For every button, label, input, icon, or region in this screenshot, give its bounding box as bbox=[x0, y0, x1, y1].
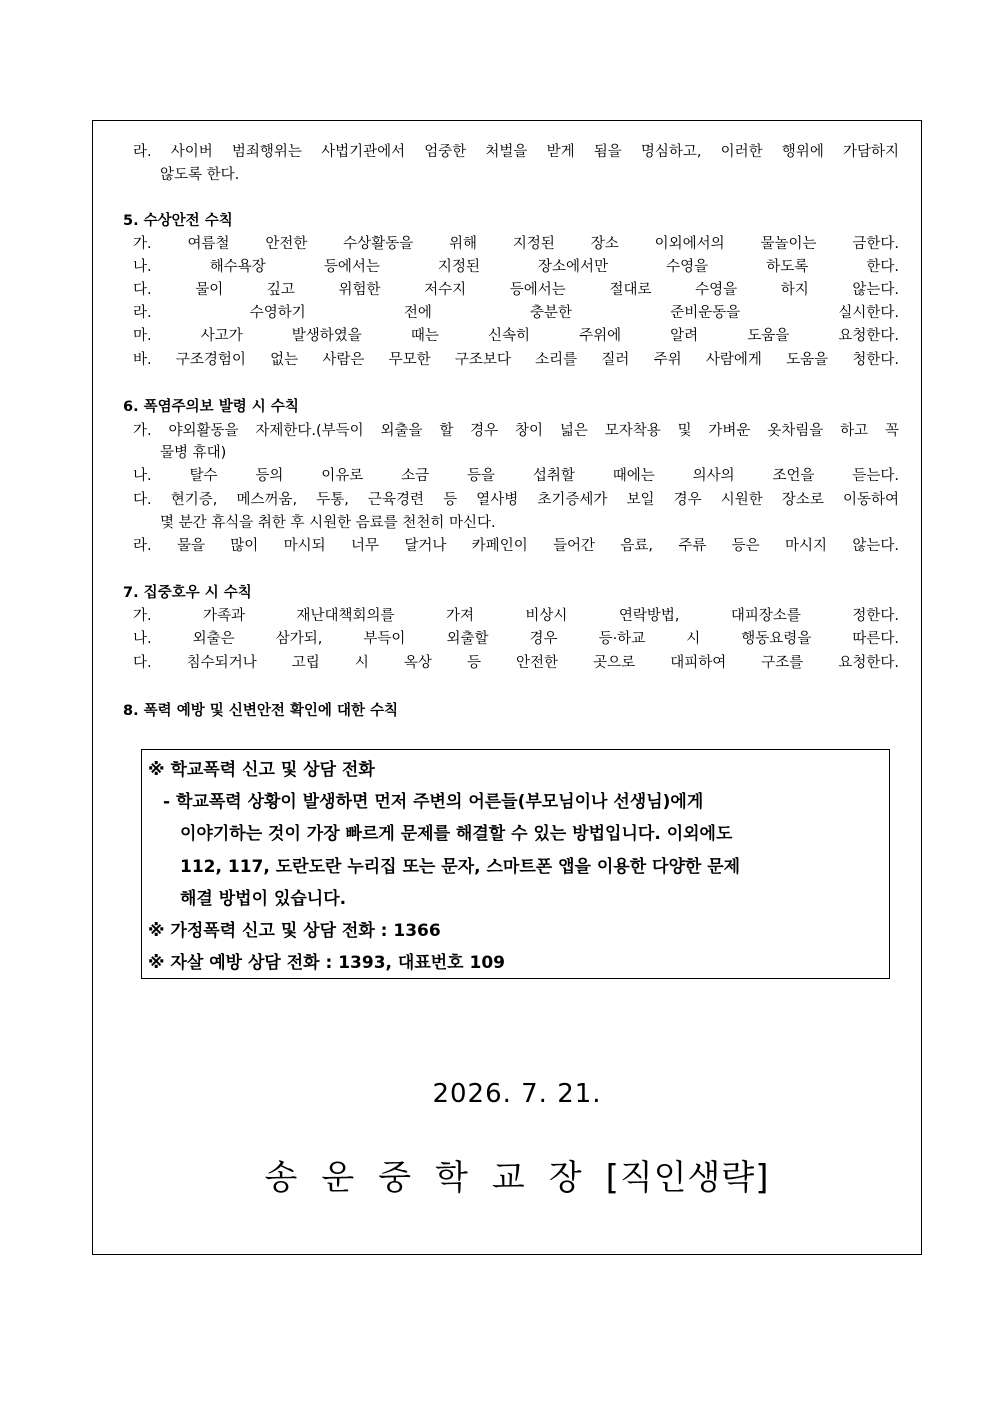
section6-item-da-line2: 몇 분간 휴식을 취한 후 시원한 음료를 천천히 마신다. bbox=[160, 515, 496, 531]
section5-heading: 5. 수상안전 수칙 bbox=[123, 213, 233, 229]
section7-heading: 7. 집중호우 시 수칙 bbox=[123, 585, 252, 601]
section5-item: 마. 사고가 발생하였을 때는 신속히 주위에 알려 도움을 요청한다. bbox=[133, 328, 899, 344]
section4-item-ra-line2: 않도록 한다. bbox=[160, 167, 240, 183]
section6-item-ga-line1: 가. 야외활동을 자제한다.(부득이 외출을 할 경우 창이 넓은 모자착용 및 가벼운 옷차림을 하고 꼭 bbox=[133, 423, 899, 439]
section5-item: 나. 해수욕장 등에서는 지정된 장소에서만 수영을 하도록 한다. bbox=[133, 259, 899, 275]
document-date: 2026. 7. 21. bbox=[432, 1079, 602, 1109]
section6-item-ga-line2: 물병 휴대) bbox=[160, 445, 227, 461]
notice-school-violence-text: - 학교폭력 상황이 발생하면 먼저 주변의 어른들(부모님이나 선생님)에게 bbox=[163, 792, 704, 812]
signature-line bbox=[0, 1150, 992, 1199]
notice-school-violence-title: ※ 학교폭력 신고 및 상담 전화 bbox=[148, 760, 375, 780]
notice-suicide-prevention-hotline: ※ 자살 예방 상담 전화 : 1393, 대표번호 109 bbox=[148, 953, 505, 973]
section4-item-ra-line1: 라. 사이버 범죄행위는 사법기관에서 엄중한 처벌을 받게 됨을 명심하고, 이러한 행위에 가담하지 bbox=[133, 144, 899, 160]
section6-item-na: 나. 탈수 등의 이유로 소금 등을 섭취할 때에는 의사의 조언을 듣는다. bbox=[133, 468, 899, 484]
section7-item: 나. 외출은 삼가되, 부득이 외출할 경우 등·하교 시 행동요령을 따른다. bbox=[133, 631, 899, 647]
section7-item: 다. 침수되거나 고립 시 옥상 등 안전한 곳으로 대피하여 구조를 요청한다. bbox=[133, 655, 899, 671]
school-principal-name: 송운중학교장 bbox=[264, 1158, 606, 1198]
section5-item: 가. 여름철 안전한 수상활동을 위해 지정된 장소 이외에서의 물놀이는 금한다. bbox=[133, 236, 899, 252]
notice-school-violence-text: 해결 방법이 있습니다. bbox=[180, 889, 347, 909]
section8-heading: 8. 폭력 예방 및 신변안전 확인에 대한 수칙 bbox=[123, 703, 399, 719]
notice-domestic-violence-hotline: ※ 가정폭력 신고 및 상담 전화 : 1366 bbox=[148, 921, 441, 941]
section6-heading: 6. 폭염주의보 발령 시 수칙 bbox=[123, 399, 299, 415]
notice-school-violence-text: 이야기하는 것이 가장 빠르게 문제를 해결할 수 있는 방법입니다. 이외에도 bbox=[180, 824, 733, 844]
seal-omitted-note: [직인생략] bbox=[605, 1158, 770, 1198]
section6-item-ra: 라. 물을 많이 마시되 너무 달거나 카페인이 들어간 음료, 주류 등은 마시지 않는다. bbox=[133, 538, 899, 554]
section6-item-da-line1: 다. 현기증, 메스꺼움, 두통, 근육경련 등 열사병 초기증세가 보일 경우 시원한 장소로 이동하여 bbox=[133, 492, 899, 508]
section5-item: 바. 구조경험이 없는 사람은 무모한 구조보다 소리를 질러 주위 사람에게 도움을 청한다. bbox=[133, 352, 899, 368]
section7-item: 가. 가족과 재난대책회의를 가져 비상시 연락방법, 대피장소를 정한다. bbox=[133, 608, 899, 624]
section5-item: 다. 물이 깊고 위험한 저수지 등에서는 절대로 수영을 하지 않는다. bbox=[133, 282, 899, 298]
section5-item: 라. 수영하기 전에 충분한 준비운동을 실시한다. bbox=[133, 305, 899, 321]
notice-school-violence-text: 112, 117, 도란도란 누리집 또는 문자, 스마트폰 앱을 이용한 다양한 문제 bbox=[180, 857, 741, 877]
